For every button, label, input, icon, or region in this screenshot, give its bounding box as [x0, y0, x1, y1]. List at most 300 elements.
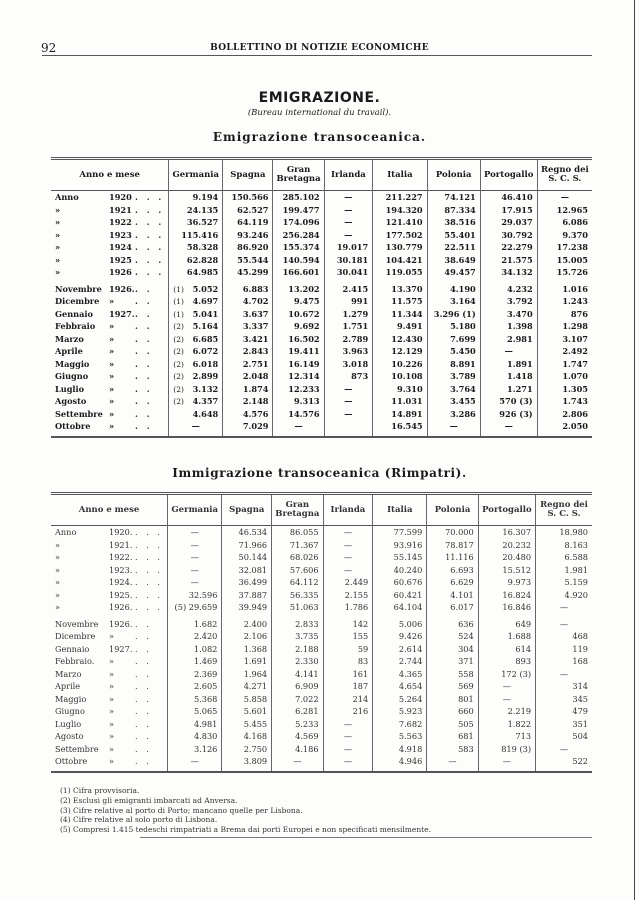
value-cell: 7.029	[223, 420, 273, 437]
value-cell: 174.096	[273, 216, 324, 229]
value-cell: 2.148	[223, 395, 273, 408]
footnote-ref: (1)	[173, 309, 184, 319]
period-label	[51, 216, 169, 229]
value-cell: 2.750	[222, 743, 272, 756]
value-cell: 4.648	[169, 408, 223, 421]
period-year: »	[109, 731, 115, 742]
value-cell: 3.809	[222, 755, 272, 772]
footnotes	[60, 786, 431, 835]
leader-dots: . . .	[135, 204, 165, 215]
period-label	[51, 718, 168, 731]
value-cell	[169, 345, 223, 358]
period-label	[51, 320, 169, 333]
period-label	[51, 191, 169, 204]
value-cell: 2.492	[537, 345, 592, 358]
leader-dots: . . .	[135, 217, 165, 228]
value-cell: —	[168, 526, 222, 539]
value-cell: 6.281	[272, 705, 323, 718]
value-cell: 5.450	[427, 345, 480, 358]
value-cell: 660	[427, 705, 478, 718]
value-cell: 50.144	[222, 551, 272, 564]
value-cell: 4.576	[223, 408, 273, 421]
period-label	[51, 668, 168, 681]
value-cell: 1.874	[223, 383, 273, 396]
period-year: »	[109, 656, 115, 667]
value-cell: 14.576	[273, 408, 324, 421]
value-cell: 1.964	[222, 668, 272, 681]
period-year: 1920.	[109, 527, 133, 538]
value-cell: 2.369	[168, 668, 222, 681]
value-cell: 38.516	[427, 216, 480, 229]
value-cell: 1.243	[537, 295, 592, 308]
period-name: Aprile	[55, 346, 83, 357]
table-row	[51, 589, 592, 602]
value-cell: —	[324, 216, 373, 229]
value-cell: —	[324, 395, 373, 408]
period-year: »	[109, 358, 115, 369]
leader-dots: . .	[135, 371, 153, 382]
leader-dots: . . .	[135, 192, 165, 203]
value-cell: 16.846	[478, 601, 535, 614]
value-cell: 9.491	[373, 320, 427, 333]
period-year: »	[109, 718, 115, 729]
value-cell: 7.682	[373, 718, 427, 731]
footnote: (1) Cifra provvisoria.	[60, 786, 140, 795]
value-cell: 64.985	[169, 266, 223, 279]
leader-dots: . . .	[135, 589, 164, 600]
period-label	[51, 266, 169, 279]
value-cell: 216	[323, 705, 373, 718]
period-year: »	[109, 383, 115, 394]
value-cell: 1.070	[537, 370, 592, 383]
table-row	[51, 229, 592, 242]
table-row	[51, 333, 592, 346]
leader-dots: . .	[135, 333, 153, 344]
period-label	[51, 420, 169, 437]
period-name: »	[55, 539, 61, 550]
period-label	[51, 643, 168, 656]
value-cell: 12.233	[273, 383, 324, 396]
period-label	[51, 395, 169, 408]
value-cell	[169, 395, 223, 408]
period-name: Maggio	[55, 693, 87, 704]
table-row	[51, 564, 592, 577]
value-cell: 570 (3)	[480, 395, 537, 408]
period-name: »	[55, 564, 61, 575]
value-cell: 20.232	[478, 539, 535, 552]
period-name: Luglio	[55, 718, 82, 729]
table-row	[51, 295, 592, 308]
value-cell: 2.605	[168, 680, 222, 693]
value-cell: 5.601	[222, 705, 272, 718]
value-cell: 4.168	[222, 730, 272, 743]
value-cell: 6.017	[427, 601, 478, 614]
value-cell: 2.415	[324, 279, 373, 296]
value-cell: —	[480, 420, 537, 437]
value-cell: 6.086	[537, 216, 592, 229]
leader-dots: . . .	[135, 267, 165, 278]
value-cell: 3.963	[324, 345, 373, 358]
period-year: 1926.	[109, 618, 133, 629]
value-cell: 37.887	[222, 589, 272, 602]
value-cell: —	[324, 229, 373, 242]
value-cell: 6.909	[272, 680, 323, 693]
table-row	[51, 370, 592, 383]
value-cell: —	[169, 420, 223, 437]
value-cell: 18.980	[536, 526, 592, 539]
footnote-ref: (2)	[173, 384, 184, 394]
value-cell: 2.833	[272, 614, 323, 631]
period-name: Anno	[55, 192, 79, 203]
period-name: Febbraio.	[55, 656, 95, 667]
period-year: 1926.	[109, 602, 133, 613]
value-cell: 6.588	[536, 551, 592, 564]
table-row	[51, 420, 592, 437]
table-row	[51, 668, 592, 681]
column-header: Italia	[373, 159, 427, 191]
value-cell: 56.335	[272, 589, 323, 602]
value-cell: 104.421	[373, 254, 427, 267]
table-row	[51, 216, 592, 229]
value-cell: —	[536, 614, 592, 631]
column-header: Portogallo	[480, 159, 537, 191]
value-cell: 5.159	[536, 576, 592, 589]
value-cell: —	[323, 730, 373, 743]
leader-dots: . .	[135, 693, 152, 704]
value-cell: —	[168, 576, 222, 589]
page-title: EMIGRAZIONE.	[258, 90, 381, 106]
value-cell: 74.121	[427, 191, 480, 204]
leader-dots: . .	[135, 681, 152, 692]
header-row	[51, 159, 592, 191]
column-header: Gran Bretagna	[273, 159, 324, 191]
value-cell: 60.421	[373, 589, 427, 602]
value-cell: 1.747	[537, 358, 592, 371]
value-cell: 2.219	[478, 705, 535, 718]
value-cell	[169, 320, 223, 333]
leader-dots: . .	[135, 731, 152, 742]
value-cell: —	[168, 755, 222, 772]
leader-dots: . .	[135, 283, 153, 294]
value-cell: 2.614	[373, 643, 427, 656]
period-year: »	[109, 396, 115, 407]
leader-dots: . .	[135, 756, 152, 767]
value-cell: 93.916	[373, 539, 427, 552]
period-year: 1923.	[109, 564, 133, 575]
period-label	[51, 383, 169, 396]
leader-dots: . .	[135, 408, 153, 419]
value-cell: 2.843	[223, 345, 273, 358]
value-cell: 9.426	[373, 630, 427, 643]
value-cell: 6.883	[223, 279, 273, 296]
value-cell: —	[324, 408, 373, 421]
value: 6.018	[192, 358, 219, 369]
value-cell: 36.527	[169, 216, 223, 229]
period-label	[51, 755, 168, 772]
value-cell: 1.418	[480, 370, 537, 383]
value-cell: 558	[427, 668, 478, 681]
value-cell: 9.194	[169, 191, 223, 204]
period-name: Marzo	[55, 668, 82, 679]
value-cell: —	[478, 755, 535, 772]
value-cell: 78.817	[427, 539, 478, 552]
period-label	[51, 630, 168, 643]
value-cell: 2.751	[223, 358, 273, 371]
period-name: »	[55, 552, 61, 563]
period-name: »	[55, 602, 61, 613]
value-cell: 3.164	[427, 295, 480, 308]
value-cell: 130.779	[373, 241, 427, 254]
value-cell: 55.544	[223, 254, 273, 267]
value-cell: 3.107	[537, 333, 592, 346]
value-cell: 4.190	[427, 279, 480, 296]
period-label	[51, 229, 169, 242]
value-cell: 614	[478, 643, 535, 656]
value-cell: 479	[536, 705, 592, 718]
value-cell: 24.135	[169, 204, 223, 217]
value-cell: 649	[478, 614, 535, 631]
value-cell: 256.284	[273, 229, 324, 242]
period-name: »	[55, 254, 61, 265]
table-row	[51, 539, 592, 552]
value-cell: 64.119	[223, 216, 273, 229]
value-cell: 4.981	[168, 718, 222, 731]
value-cell: 8.163	[536, 539, 592, 552]
value-cell: 45.299	[223, 266, 273, 279]
value-cell	[169, 358, 223, 371]
value-cell: 505	[427, 718, 478, 731]
value-cell: 1.688	[478, 630, 535, 643]
value-cell: 819 (3)	[478, 743, 535, 756]
value-cell: 4.271	[222, 680, 272, 693]
period-label	[51, 730, 168, 743]
header-rule	[42, 55, 592, 56]
value-cell: 62.527	[223, 204, 273, 217]
footnote: (2) Esclusi gli emigranti imbarcati ad Anversa.	[60, 795, 238, 805]
value-cell: 681	[427, 730, 478, 743]
value-cell: 40.240	[373, 564, 427, 577]
table-row	[51, 395, 592, 408]
period-label	[51, 743, 168, 756]
value-cell: 3.421	[223, 333, 273, 346]
period-label	[51, 614, 168, 631]
period-label	[51, 345, 169, 358]
value-cell: 2.420	[168, 630, 222, 643]
value-cell: 3.470	[480, 308, 537, 321]
value-cell: 29.037	[480, 216, 537, 229]
period-name: Dicembre	[55, 296, 100, 307]
value-cell: 6.693	[427, 564, 478, 577]
period-name: »	[55, 217, 61, 228]
value-cell: 636	[427, 614, 478, 631]
period-label	[51, 693, 168, 706]
column-header: Polonia	[427, 159, 480, 191]
value-cell: 86.920	[223, 241, 273, 254]
value-cell: 11.031	[373, 395, 427, 408]
period-label	[51, 680, 168, 693]
period-year: 1924.	[109, 577, 133, 588]
value-cell: 17.238	[537, 241, 592, 254]
value-cell: 11.344	[373, 308, 427, 321]
value-cell: —	[168, 564, 222, 577]
page-number: 92	[41, 41, 57, 55]
value-cell: 1.743	[537, 395, 592, 408]
value: 2.899	[192, 371, 219, 382]
value-cell: 68.026	[272, 551, 323, 564]
value-cell: 4.186	[272, 743, 323, 756]
period-year: »	[109, 693, 115, 704]
value-cell: 1.751	[324, 320, 373, 333]
period-year: 1921.	[109, 539, 133, 550]
period-year: 1920	[109, 192, 132, 203]
value-cell: 32.081	[222, 564, 272, 577]
column-header: Gran Bretagna	[272, 494, 323, 526]
value-cell: 2.789	[324, 333, 373, 346]
leader-dots: . .	[135, 308, 153, 319]
value-cell: 9.310	[373, 383, 427, 396]
table-row	[51, 730, 592, 743]
period-name: Febbraio	[55, 321, 96, 332]
value-cell: 873	[324, 370, 373, 383]
value-cell: 801	[427, 693, 478, 706]
period-year: 1923	[109, 229, 132, 240]
value-cell: 4.101	[427, 589, 478, 602]
leader-dots: . . .	[135, 539, 164, 550]
leader-dots: . .	[135, 421, 153, 432]
value-cell: 155	[323, 630, 373, 643]
period-year: »	[109, 421, 115, 432]
value: 4.357	[192, 396, 219, 407]
value-cell: 4.654	[373, 680, 427, 693]
value-cell: 3.126	[168, 743, 222, 756]
value-cell: —	[323, 718, 373, 731]
value-cell: 8.891	[427, 358, 480, 371]
value-cell: 87.334	[427, 204, 480, 217]
column-header: Portogallo	[478, 494, 535, 526]
value-cell: 15.005	[537, 254, 592, 267]
value-cell: 2.400	[222, 614, 272, 631]
value-cell: 6.629	[427, 576, 478, 589]
immigration-title: Immigrazione transoceanica (Rimpatri).	[172, 466, 467, 480]
value-cell	[169, 308, 223, 321]
value-cell: 86.055	[272, 526, 323, 539]
table-row	[51, 320, 592, 333]
period-name: Agosto	[55, 731, 84, 742]
emigration-table	[51, 157, 592, 438]
value-cell: 351	[536, 718, 592, 731]
period-label	[51, 358, 169, 371]
value-cell: 9.370	[537, 229, 592, 242]
value: 5.052	[192, 283, 219, 294]
leader-dots: . .	[135, 718, 152, 729]
column-header: Irlanda	[324, 159, 373, 191]
leader-dots: . .	[135, 396, 153, 407]
value-cell: 5.006	[373, 614, 427, 631]
value-cell: 17.915	[480, 204, 537, 217]
leader-dots: . .	[135, 321, 153, 332]
value-cell: 2.188	[272, 643, 323, 656]
leader-dots: . . .	[135, 229, 165, 240]
value-cell: 1.822	[478, 718, 535, 731]
period-year: »	[109, 631, 115, 642]
value-cell: 12.430	[373, 333, 427, 346]
value-cell: 30.041	[324, 266, 373, 279]
footnote-ref: (2)	[173, 347, 184, 357]
value-cell: —	[273, 420, 324, 437]
value-cell: 10.108	[373, 370, 427, 383]
column-header: Anno e mese	[79, 169, 140, 180]
footnote-ref: (2)	[173, 334, 184, 344]
value: 5.164	[192, 321, 219, 332]
column-header: Polonia	[427, 494, 478, 526]
leader-dots: . . .	[135, 564, 164, 575]
value-cell: 14.891	[373, 408, 427, 421]
footnote-ref: (1)	[173, 297, 184, 307]
value-cell: 5.563	[373, 730, 427, 743]
table-row	[51, 345, 592, 358]
table-row	[51, 705, 592, 718]
value-cell: 71.966	[222, 539, 272, 552]
header-row	[51, 494, 592, 526]
column-header: Regno dei S. C. S.	[536, 494, 592, 526]
period-year: »	[109, 743, 115, 754]
period-label	[51, 204, 169, 217]
value-cell: 199.477	[273, 204, 324, 217]
period-name: Novembre	[55, 283, 102, 294]
period-label	[51, 539, 168, 552]
value-cell: 3.789	[427, 370, 480, 383]
value-cell: 46.534	[222, 526, 272, 539]
value-cell: 21.575	[480, 254, 537, 267]
value-cell: 569	[427, 680, 478, 693]
value-cell: 11.575	[373, 295, 427, 308]
value-cell: —	[324, 204, 373, 217]
value-cell: 38.649	[427, 254, 480, 267]
value-cell: 2.106	[222, 630, 272, 643]
value-cell: 39.949	[222, 601, 272, 614]
period-label	[51, 564, 168, 577]
period-label	[51, 295, 169, 308]
table-row	[51, 526, 592, 539]
value-cell: 2.050	[537, 420, 592, 437]
value-cell: 150.566	[223, 191, 273, 204]
leader-dots: . .	[135, 631, 152, 642]
period-label	[51, 589, 168, 602]
period-name: Gennaio	[55, 308, 93, 319]
value-cell: 34.132	[480, 266, 537, 279]
table-row	[51, 383, 592, 396]
value-cell: 3.296 (1)	[427, 308, 480, 321]
value-cell: 194.320	[373, 204, 427, 217]
column-header: Spagna	[223, 159, 273, 191]
value-cell: 2.048	[223, 370, 273, 383]
value-cell: 3.455	[427, 395, 480, 408]
value-cell: 22.511	[427, 241, 480, 254]
value-cell: 713	[478, 730, 535, 743]
leader-dots: . .	[135, 743, 152, 754]
period-name: Anno	[55, 527, 77, 538]
table-row	[51, 254, 592, 267]
period-year: »	[109, 681, 115, 692]
value-cell: —	[427, 755, 478, 772]
value-cell: 1.691	[222, 655, 272, 668]
value-cell: 211.227	[373, 191, 427, 204]
value-cell: 58.328	[169, 241, 223, 254]
leader-dots: . .	[135, 706, 152, 717]
value-cell: 1.786	[323, 601, 373, 614]
value-cell: 345	[536, 693, 592, 706]
value: 6.685	[192, 333, 219, 344]
